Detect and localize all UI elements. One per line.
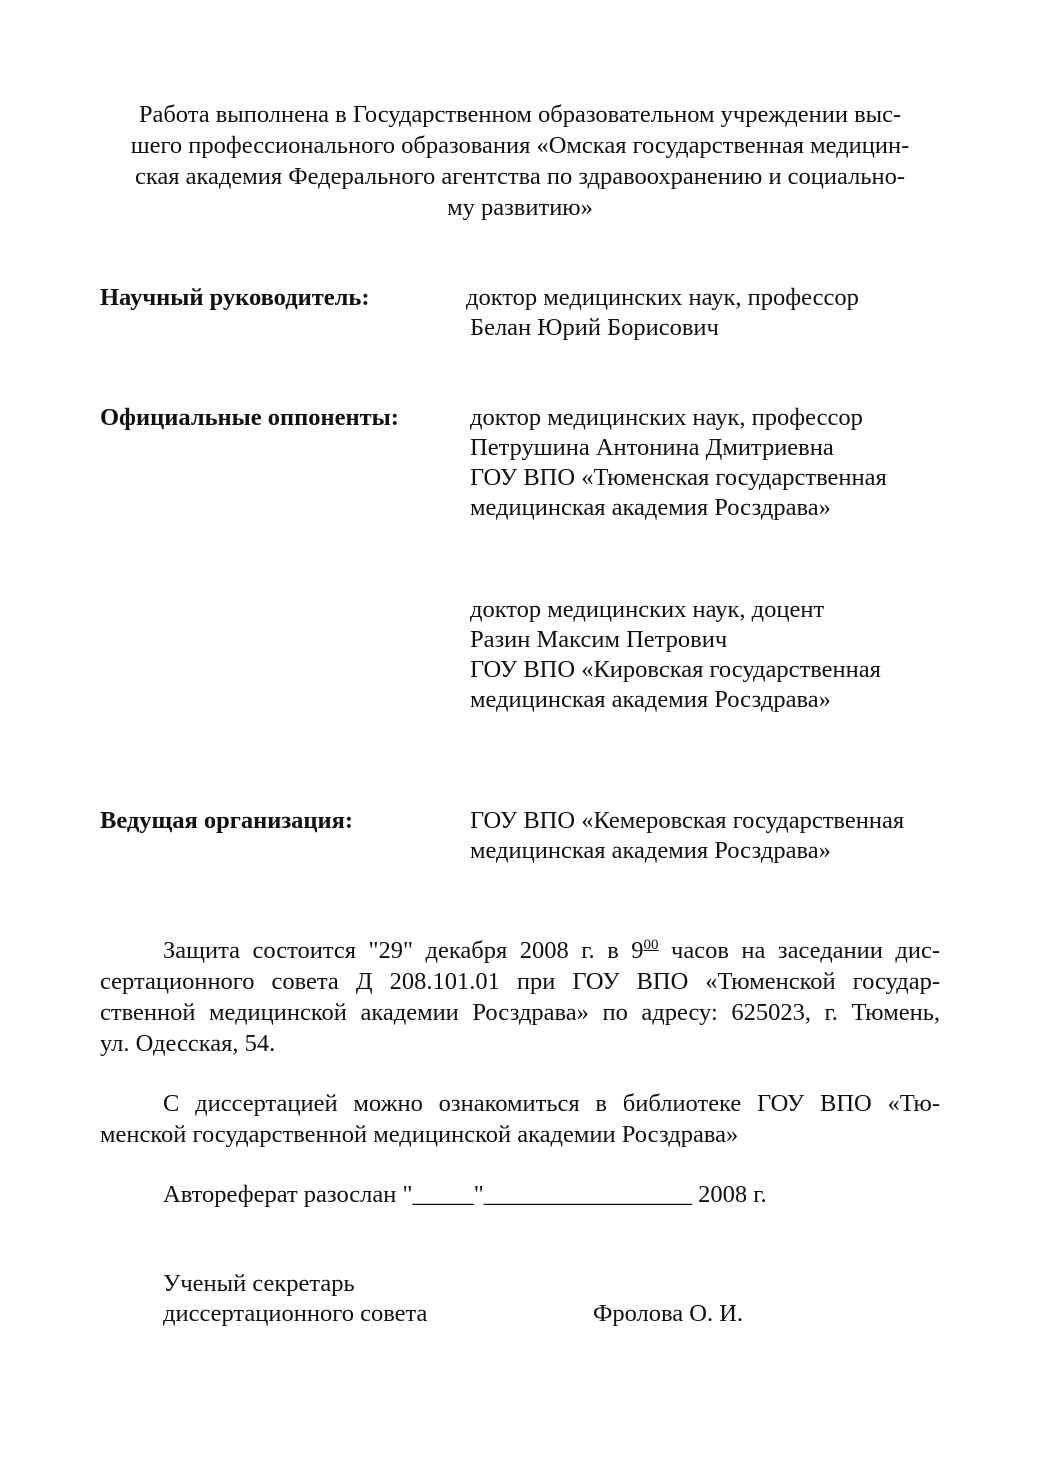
defense-line: ул. Одесская, 54. bbox=[100, 1030, 276, 1057]
intro-line: ская академия Федерального агентства по здравоохранению и социально- bbox=[134, 163, 906, 190]
secretary-title: диссертационного совета bbox=[163, 1300, 428, 1327]
defense-line: ственной медицинской академии Росздрава» по адресу: 625023, г. Тюмень, bbox=[100, 999, 940, 1026]
opponent-1-name: Петрушина Антонина Дмитриевна bbox=[470, 434, 834, 461]
secretary-title: Ученый секретарь bbox=[163, 1270, 355, 1297]
leading-org-name: ГОУ ВПО «Кемеровская государственная bbox=[470, 807, 905, 834]
supervisor-degree: доктор медицинских наук, профессор bbox=[466, 284, 859, 311]
intro-line: му развитию» bbox=[447, 194, 593, 221]
abstract-sent-line: Автореферат разослан "_____"_________________ 2008 г. bbox=[163, 1181, 767, 1208]
library-line: менской государственной медицинской академии Росздрава» bbox=[100, 1121, 739, 1148]
opponent-2-org: ГОУ ВПО «Кировская государственная bbox=[470, 656, 881, 683]
defense-line: сертационного совета Д 208.101.01 при ГОУ ВПО «Тюменской государ- bbox=[100, 968, 940, 995]
opponent-1-org: медицинская академия Росздрава» bbox=[470, 494, 831, 521]
opponent-1-degree: доктор медицинских наук, профессор bbox=[470, 404, 863, 431]
supervisor-name: Белан Юрий Борисович bbox=[470, 314, 719, 341]
opponents-label: Официальные оппоненты: bbox=[100, 404, 399, 431]
secretary-name: Фролова О. И. bbox=[593, 1300, 744, 1327]
defense-time-minutes: 00 bbox=[643, 937, 659, 953]
opponent-2-org: медицинская академия Росздрава» bbox=[470, 686, 831, 713]
leading-org-name: медицинская академия Росздрава» bbox=[470, 837, 831, 864]
defense-line: Защита состоится "29" декабря 2008 г. в $9^{00}$ часов на заседании дис- bbox=[163, 937, 940, 964]
intro-line: шего профессионального образования «Омская государственная медицин- bbox=[130, 132, 910, 159]
intro-line: Работа выполнена в Государственном образовательном учреждении выс- bbox=[138, 101, 902, 128]
opponent-1-org: ГОУ ВПО «Тюменская государственная bbox=[470, 464, 887, 491]
supervisor-label: Научный руководитель: bbox=[100, 284, 370, 311]
library-line: С диссертацией можно ознакомиться в библиотеке ГОУ ВПО «Тю- bbox=[163, 1090, 940, 1117]
opponent-2-name: Разин Максим Петрович bbox=[470, 626, 728, 653]
opponent-2-degree: доктор медицинских наук, доцент bbox=[470, 596, 825, 623]
leading-org-label: Ведущая организация: bbox=[100, 807, 354, 834]
